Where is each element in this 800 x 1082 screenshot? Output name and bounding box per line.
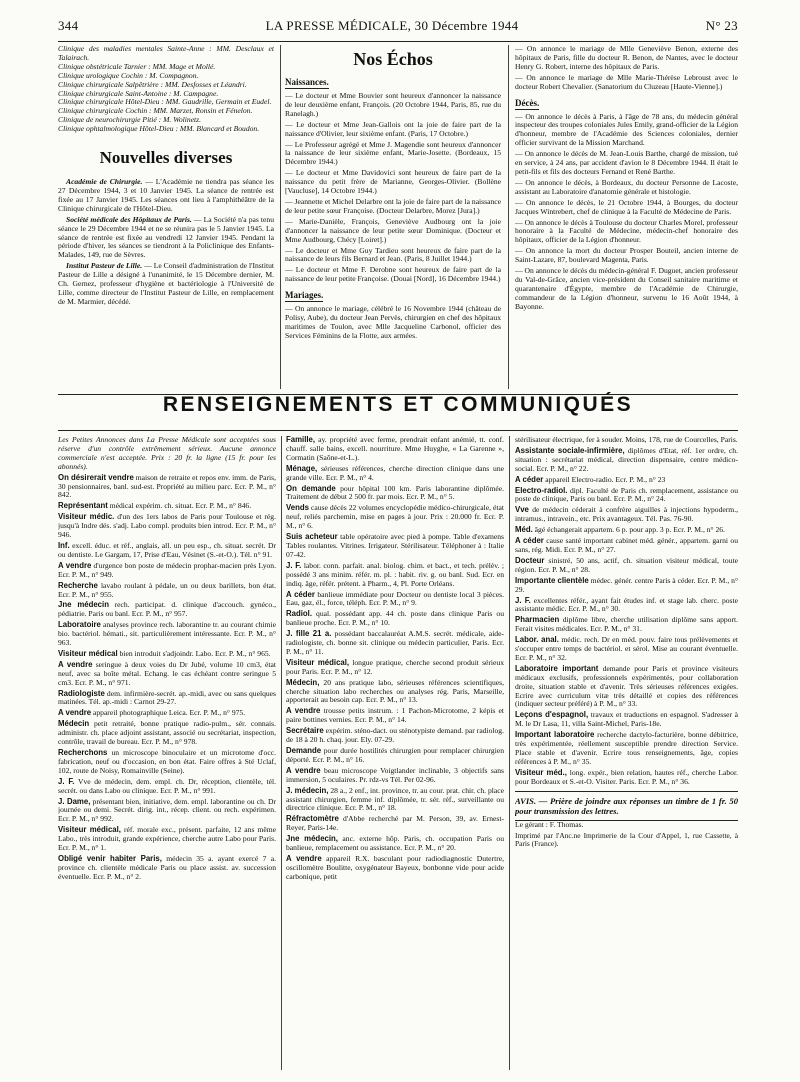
ad-keyword: A vendre [58,659,93,669]
column-divider [508,45,509,389]
news-item [58,178,274,214]
ad-text: bien introduit s'adjoindr. Labo. Ecr. P. M., n° 965. [117,648,271,658]
journal-title: LA PRESSE MÉDICALE, 30 Décembre 1944 [265,18,519,33]
issue-number: N° 23 [705,18,738,33]
header-rule [58,41,738,42]
ad-text: beau microscope Voigtlander inclinable, 3 objectifs sans immersion, 5 oculaires. Pr. rdz-vs Tél. Per 02-96. [286,765,504,784]
ad-keyword: Labor. anal. [515,635,559,645]
ad-keyword: A céder [515,474,544,484]
ad-keyword: Ménage, [286,463,318,473]
ad-keyword: J. Dame, [58,796,91,806]
echos-item: — Le docteur et Mme Jean-Gallois ont la joie de faire part de la naissance d'Olivier, leur sixième enfant. (Paris, 17 Octobre.) [285,119,501,138]
ad-keyword: Electro-radiol. [515,485,568,495]
ad-text: médic. rech. Dr en méd. pouv. faire tous prélèvements et s'occuper entre temps de bactériol. et sérol. Mise au courant éventuelle. Ecr. P. M., n° 32. [515,635,738,662]
top-column-3 [515,45,738,390]
classified-ad [286,436,504,463]
ad-text: d'urgence bon poste de médecin prophar-macien près Lyon. Ecr. P. M., n° 949. [58,560,276,579]
ad-text: cause santé important cabinet méd. génér., appartem. garni ou sans, rég. Midi. Ecr. P. M., n° 27. [515,536,738,554]
ad-keyword: Laboratoire [58,620,101,630]
ad-text: rech. participat. d. clinique d'accouch. gynéco., pédiatrie. Paris ou banl. Ecr. P. M., n° 957. [58,600,276,619]
echos-item: — Le Professeur agrégé et Mme J. Magendie sont heureux d'annoncer la naissance de leur sixième enfant, Marie-Josette. (Bordeaux, 15 Décembre 1944.) [285,139,501,167]
ad-keyword: A vendre [286,765,321,775]
ad-text: diplômes d'Etat, réf. 1er ordre, ch. situation : secrétariat médical, direction dispensaire, centre médico-social. Ecr. P. M., n° 22. [515,445,738,473]
deces-item: — On annonce le décès, le 21 Octobre 1944, à Bourges, du docteur Jacques Wintrebert, chef de clinique à la Faculté de Médecine de Paris. [515,197,738,216]
classified-ad [58,542,276,560]
ad-keyword: J. médecin, [286,785,329,795]
echos-item: — On annonce le mariage de Mlle Marie-Thérèse Lebroust avec le docteur Robert Chevalier. (Sanatorium du Cluzeau [Haute-Vienne].) [515,72,738,91]
classified-ad [58,502,276,511]
clinic-entry: Clinique des maladies mentales Sainte-Anne : MM. Desclaux et Talairach. [58,45,274,62]
ad-keyword: On désirerait vendre [58,472,134,482]
section-rule [58,430,738,431]
ad-text: seringue à deux voies du Dr Jubé, volume 10 cm3, état neuf, avec sa boîte métal. Echang. le cas échéant contre seringue 5 cm3. Ecr. P. M., n° 971. [58,659,276,687]
deces-item: — On annonce le décès à Toulouse du docteur Charles Morel, professeur honoraire à la Faculté de Médecine, médecin-chef honoraire des hôpitaux, officier de la Légion d'honneur. [515,217,738,245]
news-text: — Le Conseil d'administration de l'Institut Pasteur de Lille a désigné à l'unanimité, le 15 Décembre dernier, M. Ch. Gernez, professeur d'hygiène et bactériologie à l'Université de Lille, comme directeur de l'Institut Pasteur de Lille, en remplacement de M. Marmier, décédé. [58,261,274,306]
ad-keyword: Radiologiste [58,688,105,698]
ad-text: de médecin céderait à confrère aiguilles à injections hypoderm., intramus., intravein., etc. Prix avantageux. Tél. Pas. 76-90. [515,505,738,524]
ad-keyword: Visiteur médical [58,648,118,658]
page-header [58,18,738,36]
classified-ad [286,835,504,853]
clinic-entry: Clinique de neurochirurgie Pitié : M. Wolinetz. [58,115,201,125]
ad-text: présentant bien, initiative, dem. empl. laborantine ou ch. Dr journée ou demi. Secrét. dirig. int., récep. client. ou rech. expérimen. Ecr. P. M., n° 992. [58,796,276,824]
ad-keyword: Visiteur médical, [58,825,121,835]
ad-text: labor. conn. parfait. anal. biolog. chim. et bact., et tech. prélèv. ; possédé 3 ans minim. référ. m. pl. : habit. riv. g. ou banl. Sud. Ecr. en indiq. âge, référ. prétent. à Pharm., 4, Pl. Porte Orléans. [286,560,504,588]
ad-text: pour durée hostilités chirurgien pour remplacer chirurgien déporté. Ecr. P. M., n° 16. [286,746,504,764]
deces-item: — On annonce le décès de M. Jean-Louis Barthe, chargé de mission, tué en service, à 24 ans, par accident d'avion le 8 Décembre 1944. Il était le petit-fils et fils des docteurs Fernand et René Barthe. [515,149,738,176]
ad-text: expérim. sténo-dact. ou sténotypiste demand. par radiolog. de 18 à 20 h. chaq. jour. Ely. 07-29. [286,726,504,745]
ad-keyword: Médecin [58,719,90,729]
echos-title: Nos Échos [353,49,433,69]
classified-ad [58,798,276,825]
ad-keyword: Réfractomètre [286,814,339,824]
news-text: — La Société n'a pas tenu séance le 29 Décembre 1944 et ne se réunira pas le 5 Janvier 1945. La séance de rentrée est fixée au vendredi 12 Janvier 1945. Pendant la période d'hiver, les séances se tiendront à la Policlinique des Enfants-Malades, 149, rue de Sèvres. [58,214,274,260]
classified-ad [515,447,738,474]
ad-keyword: Leçons d'espagnol, [515,710,589,720]
ad-text: excell. éduc. et réf., anglais, all. un peu esp., ch. situat. secrét. Dr ou dentiste. Le Gargam, 17, Prise d'Eau, Vésinet (S.-et-O.). Tél. n° 91. [58,540,276,559]
column-divider [281,436,282,1070]
ad-text: Vve de médecin, dem. empl. ch. Dr, réception, clientèle, tél. secrét. ou dans Labo ou clinique. Ecr. P. M., n° 991. [58,776,276,795]
ad-text: travaux et traductions en espagnol. S'adresser à M. le Dr Lasa, 11, villa Saint-Michel, Paris-18e. [515,710,738,729]
ad-text: maison de retraite et repos env. imm. de Paris, 30 pensionnaires, banl. sud-est. Propriété au milieu parc. Ecr. P. M., n° 842. [58,472,276,500]
ad-keyword: J. F. [58,776,75,786]
clinic-entry: Clinique ophtalmologique Hôtel-Dieu : MM. Blancard et Boudon. [58,124,260,134]
classified-ad [286,504,504,531]
column-divider [280,45,281,389]
classified-ad [515,597,738,615]
classified-ad [515,636,738,663]
classified-ad [515,665,738,710]
nouvelles-title: Nouvelles diverses [99,148,233,168]
ad-text: longue pratique, cherche second produit sérieux pour Paris. Ecr. P. M., n° 12. [286,657,504,676]
ads-column-2 [286,436,504,1072]
classified-ad [58,778,276,796]
classified-ad [58,513,276,540]
ad-text: qual. possédant app. 44 ch. poste dans clinique Paris ou banlieue proche. Ecr. P. M., n° 10. [286,609,504,628]
classified-ad [286,767,504,785]
ad-text: d'un des 1ers labos de Paris pour Toulouse et rég. jusqu'à Indre dés. s'adj. Labo compl. produits bien introd. Ecr. P. M., n° 946. [58,512,276,540]
ad-keyword: On demande [286,483,336,493]
classified-ad [58,709,276,718]
news-item [58,216,274,261]
classified-ad [286,855,504,882]
ad-keyword: Vve [515,505,529,515]
echos-item: — On annonce le mariage de Mlle Geneviève Benon, externe des hôpitaux de Paris, fille du docteur R. Benon, de Nantes, avec le docteur Henry G. Robert, interne des hôpitaux de Paris. [515,45,738,71]
ads-list-3 [515,436,738,787]
ad-keyword: Pharmacien [515,615,560,625]
ad-keyword: Vends [286,503,309,513]
ad-text: d'Abbe recherché par M. Person, 39, av. Ernest-Reyer, Paris-14e. [286,814,504,833]
ad-text: appareil Electro-radio. Ecr. P. M., n° 23 [543,474,666,484]
ad-keyword: A vendre [286,853,322,863]
ad-keyword: Importante clientèle [515,575,589,585]
ad-keyword: Demande [286,746,322,755]
classified-ad [286,747,504,765]
classified-ad [515,731,738,767]
classified-ad [58,720,276,747]
ad-text: ay. propriété avec ferme, prendrait enfant anémié, tt. conf. chauff. salle bains, excell. nourriture. Mme Huyghe, « La Garenne », Cormatin (Saône-et-L.). [286,436,504,462]
clinic-entry: Clinique urologique Cochin : M. Compagnon. [58,70,199,80]
ad-keyword: Important laboratoire [515,730,595,740]
classified-ad [515,436,738,445]
ad-keyword: A vendre [58,708,92,718]
echos-item: — Le docteur et Mme Guy Tardieu sont heureux de faire part de la naissance de leurs fils Bernard et Jean. (Paris, 8 Juillet 1944.) [285,245,501,264]
classified-ad [286,659,504,677]
clinic-entry: Clinique chirurgicale Saint-Antoine : M. Campagne. [58,88,219,98]
ad-text: médical expérim. ch. situat. Ecr. P. M., n° 846. [107,501,252,511]
ad-text: réf. morale exc., présent. parfaite, 12 ans même Labo., très introduit, grande expérience, cherche autre Labo pour Paris. Ecr. P. M., n° 1. [58,825,276,853]
clinic-entry: Clinique chirurgicale Salpêtrière : MM. Desfosses et Léandri. [58,79,247,89]
ads-intro: Les Petites Annonces dans La Presse Médicale sont acceptées sous réserve d'un contrôle extrêmement sérieux. Aucune annonce commerciale n'est acceptée. Prix : 20 fr. la ligne (15 fr. pour les abonnés). [58,436,276,471]
nouvelles-list [58,178,274,307]
ad-keyword: Docteur [515,555,545,565]
classified-ad [286,485,504,503]
classified-ad [286,610,504,628]
renseignements-title: RENSEIGNEMENTS ET COMMUNIQUÉS [162,393,634,416]
classified-ad [286,630,504,657]
ad-keyword: A céder [286,589,315,599]
ad-keyword: Visiteur méd., [515,767,567,777]
echos-item: — Le docteur et Mme Davidovici sont heureux de faire part de la naissance du petit frère de Marianne, Georges-Olivier. (Bollène [Vaucluse], 14 Octobre 1944.) [285,168,501,196]
top-column-1 [58,45,274,390]
ad-keyword: Médecin, [286,677,320,687]
top-column-2 [285,45,501,390]
ads-list-2 [286,436,504,882]
echos-section-heading: Mariages. [285,290,324,301]
ad-keyword: Jne médecin [58,600,109,610]
ad-keyword: Secrétaire [286,726,324,736]
clinic-entry: Clinique chirurgicale Cochin : MM. Marzet, Ronsin et Fénelon. [58,106,253,116]
ad-text: table opératoire avec pied à pompe. Table d'examens Tables roulantes. Vitrines. Irrigateur. Stérilisateur. Téléphoner à : Italie 07-42. [286,532,504,559]
classified-ad [286,679,504,706]
classified-ad [58,855,276,882]
ad-text: cause décès 22 volumes encyclopédie médico-chirurgicale, état neuf, reliés parchemin, mise en pages à jour. Prix : 20.000 fr. Ecr. P. M., n° 6. [286,503,504,531]
classified-ad [515,616,738,634]
classified-ad [515,557,738,575]
ad-keyword: Recherchons [58,748,108,757]
ad-text: possédant baccalauréat A.M.S. secrét. médicale, aide-radiologiste, ch. bonne sit. clinique ou médecin particulier, Paris. Ecr. P. M., n° 11. [286,629,504,656]
classified-ad [515,537,738,555]
ad-text: médec. génér. centre Paris à céder. Ecr. P. M., n° 29. [515,575,738,594]
ad-keyword: J. F. [286,560,302,570]
ad-keyword: A vendre [286,706,321,716]
classified-ad [286,465,504,483]
classified-ad [515,526,738,535]
ads-column-1 [58,436,276,1072]
classified-ad [515,506,738,524]
deces-heading: Décès. [515,97,540,108]
clinic-entry: Clinique chirurgicale Hôtel-Dieu : MM. Gaudrille, Germain et Eudel. [58,97,272,107]
ad-keyword: Famille, [286,436,316,444]
classified-ad [286,533,504,560]
echos-item: — Jeannette et Michel Delarbre ont la joie de faire part de la naissance de leur petite sœur Françoise. (Docteur Delarbre, Morez [Jura].) [285,196,501,215]
echos-item: — Le docteur et Mme Bouvier sont heureux d'annoncer la naissance de leur deuxième enfant, François. (20 Octobre 1944, Paris, 85, rue du Ranelagh.) [285,91,501,118]
classified-ad [58,690,276,708]
ad-text: demande pour Paris et province visiteurs médicaux exclusifs, professionnels expérimentés, pour collaboration droite, situation stable et d'avenir. Très sérieuses références exigées. Ecrire avec curriculum vitæ très détaillé et copies des références (indiquer secteur préféré) à P. M., n° 33. [515,663,738,709]
ad-text: lavabo roulant à pédale, un ou deux barillets, bon état. Ecr. P. M., n° 955. [58,580,276,599]
classified-ad [515,711,738,729]
page-number: 344 [58,18,79,33]
clinics-list [58,45,274,134]
deces-item: — On annonce le décès, à Bordeaux, du docteur Personne de Lacoste, assistant au Laboratoire d'anatomie générale et histologie. [515,177,738,196]
ad-text: 20 ans pratique labo, sérieuses références scientifiques, cherche situation labo recherches ou analyses rég. Paris, Marseille, apporterait au besoin cap. Ecr. P. M., n° 13. [286,677,504,705]
classified-ad [286,815,504,833]
ad-keyword: J. F. [515,595,531,605]
ad-text: dipl. Faculté de Paris ch. remplacement, assistance ou poste de clinique, Paris ou banl. Ecr. P. M., n° 24. [515,485,738,504]
echos-item: — Le docteur et Mme F. Derobne sont heureux de faire part de la naissance de leur petite Françoise. (Douai [Nord], 16 Décembre 1944.) [285,265,501,284]
deces-item: — On annonce la mort du docteur Prosper Bouteil, ancien interne de Saint-Lazare, 87, boulevard Magenta, Paris. [515,246,738,265]
echos-item: — On annonce le mariage, célébré le 16 Novembre 1944 (château de Polisy, Aube), du docteur Jean Pervès, chirurgien en chef des hôpitaux maritimes de Toulon, avec Mlle Jacqueline Carbonol, officier des Services Féminins de la Flotte, aux armées. [285,304,501,340]
classified-ad [58,562,276,580]
ads-column-3 [515,436,738,1072]
avis-notice: AVIS. — Prière de joindre aux réponses un timbre de 1 fr. 50 pour transmission des lettres. [515,791,738,821]
ad-text: appareil R.X. basculant pour radiodiagnostic Dutertre, oscillomètre Boulitte, oxygénateur Bayeux, bonbonne vide pour acide carbonique, petit [286,853,504,881]
classified-ad [58,621,276,648]
ad-text: petit retraité, bonne pratique radio-pulm., sér. connais. administr. ch. place adjoint assistant, associé ou secrétariat, inspection, contrôle, travail de bureau. Ecr. P. M., n° 978. [58,719,276,747]
classified-ad [515,476,738,485]
ad-text: anc. externe hôp. Paris, ch. occupation Paris ou banlieue, remplacement ou assistance. Ecr. P. M., n° 20. [286,834,504,853]
ad-text: recherche dactylo-facturière, bonne débitrice, très expérimentée, réellement susceptible prendre direction Service. Place stable et d'avenir. Ecrire tous renseignements, âge, copies références à P. M., n° 35. [515,730,738,766]
ad-keyword: Jne médecin, [286,834,338,844]
ad-text: âgé échangerait appartem. 6 p. pour app. 3 p. Ecr. P. M., n° 26. [532,525,725,535]
column-divider [509,436,510,1070]
classified-ad [58,474,276,501]
ad-keyword: Obligé venir habiter Paris, [58,853,162,863]
classified-ad [58,826,276,853]
ad-text: long. expér., bien relation, hautes réf., cherche Labor. pour Bordeaux et S.-et-O. Visiter. Paris. Ecr. P. M., n° 36. [515,767,738,786]
classified-ad [286,707,504,725]
ad-keyword: J. fille 21 a. [286,629,332,639]
classified-ad [286,562,504,589]
ad-keyword: Inf. [58,540,70,550]
ad-text: sinistré, 50 ans, actif, ch. situation visiteur médical, toute région. Ecr. P. M., n° 28. [515,555,738,574]
ad-keyword: Assistante sociale-infirmière, [515,445,625,455]
news-heading: Société médicale des Hôpitaux de Paris. [66,214,192,224]
classified-ad [515,487,738,505]
news-heading: Académie de Chirurgie. [66,177,143,187]
ad-text: diplôme libre, cherche utilisation diplôme sans apport. Ferait visites médicales. Ecr. P. M., n° 31. [515,615,738,634]
ad-text: dem. infirmière-secrét. ap.-midi, avec ou sans quelques matinées. Tél. ap.-midi : Carnot 29-27. [58,688,276,707]
news-item [58,262,274,307]
ad-keyword: A céder [515,536,544,546]
classified-ad [58,650,276,659]
printer-line: Imprimé par l'Anc.ne Imprimerie de la Cour d'Appel, 1, rue Cassette, à Paris (France). [515,830,738,849]
deces-item: — On annonce le décès du médecin-général F. Duguet, ancien professeur du Val-de-Grâce, ancien vice-président du Conseil sanitaire maritime et quarantenaire d'Égypte, membre de l'Académie de Chirurgie, commandeur de la Légion d'honneur, survenu le 16 Août 1944, à Bayonne. [515,266,738,311]
ad-text: médecin 35 a. ayant exercé 7 a. province ch. clientèle médicale Paris ou place assist. av. succession éventuelle. Ecr. P. M., n° 2. [58,853,276,881]
deces-item: — On annonce le décès à Paris, à l'âge de 78 ans, du médecin général inspecteur des troupes coloniales Jules Emily, grand-officier de la Légion d'honneur, membre de l'Académie des Sciences coloniales, dernier officier survivant de la Mission Marchand. [515,111,738,148]
deces-list [515,113,738,312]
news-heading: Institut Pasteur de Lille. [66,261,143,271]
classified-ad [286,591,504,609]
clinic-entry: Clinique obstétricale Tarnier : MM. Mage et Mollé. [58,61,216,71]
ad-keyword: Méd. [515,525,533,535]
ad-keyword: Visiteur médic. [58,512,115,522]
ad-text: stérilisateur électrique, fer à souder. Moins, 178, rue de Courcelles, Paris. [515,436,738,444]
echos-item: — Marie-Danièle, François, Geneviève Audbourg ont la joie d'annoncer la naissance de leur petite sœur Dominique. (Docteur et Mme Audbourg, Chécy [Loiret].) [285,216,501,244]
ad-text: sérieuses références, cherche direction clinique dans une grande ville. Ecr. P. M., n° 4. [286,463,504,482]
classified-ad [515,577,738,595]
classified-ad [286,727,504,745]
ads-list-1 [58,474,276,882]
news-text: — L'Académie ne tiendra pas séance les 27 Décembre 1944, 3 et 10 Janvier 1945. La séance de rentrée est fixée au 17 Janvier 1945. Les séances ont lieu à l'amphithéâtre de la Clinique chirurgicale de l'Hôtel-Dieu. [58,177,274,213]
echos-section-heading: Naissances. [285,77,329,87]
echos-sections [285,73,501,341]
ad-text: trousse petits instrum. : 1 Pachon-Microtome, 2 képis et paire bottines vernies. Ecr. P. M., n° 14. [286,706,504,725]
ad-text: un microscope binoculaire et un microtome d'occ. fabrication, neuf ou d'occasion, en bon état. Faire offres à Sté Uclaf, 102, route de Noisy, Romainville (Seine). [58,748,276,775]
ad-text: analyses province rech. laborantine tr. au courant chimie bio. bactériol. hémati., sit. particulièrement intéressante. Ecr. P. M., n° 963. [58,620,276,648]
ad-text: excellentes référ., ayant fait études inf. et stage lab. cherc. poste assistante médic. Ecr. P. M., n° 30. [515,595,738,614]
ad-text: appareil photographique Leica. Ecr. P. M., n° 975. [91,708,246,718]
ad-keyword: Représentant [58,501,108,511]
ad-keyword: Laboratoire important [515,663,599,673]
ad-keyword: Suis acheteur [286,532,338,542]
classified-ad [58,661,276,688]
ad-text: 28 a., 2 enf., int. province, tr. au cour. prat. chir. ch. place assistant chirurgien, femme inf. diplômée, tr. sér. réf., surveillante ou directrice clinique. Ecr. P. M., n° 18. [286,785,504,813]
echos-continued [515,45,738,92]
gerant-line: Le gérant : F. Thomas. [515,819,584,829]
ad-text: banlieue immédiate pour Docteur ou dentiste local 3 pièces. Eau, gaz, él., force, téléph. Ecr. P. M., n° 9. [286,589,504,608]
ad-keyword: Recherche [58,580,98,590]
classified-ad [58,582,276,600]
ad-text: pour hôpital 100 km. Paris laborantine diplômée. Traitement de début 2 500 fr. par mois. Ecr. P. M., n° 5. [286,483,504,502]
classified-ad [286,787,504,814]
classified-ad [58,601,276,619]
classified-ad [515,769,738,787]
ad-keyword: Visiteur médical, [286,657,350,667]
ad-keyword: A vendre [58,560,92,570]
classified-ad [58,749,276,776]
ad-keyword: Radiol. [286,609,312,619]
